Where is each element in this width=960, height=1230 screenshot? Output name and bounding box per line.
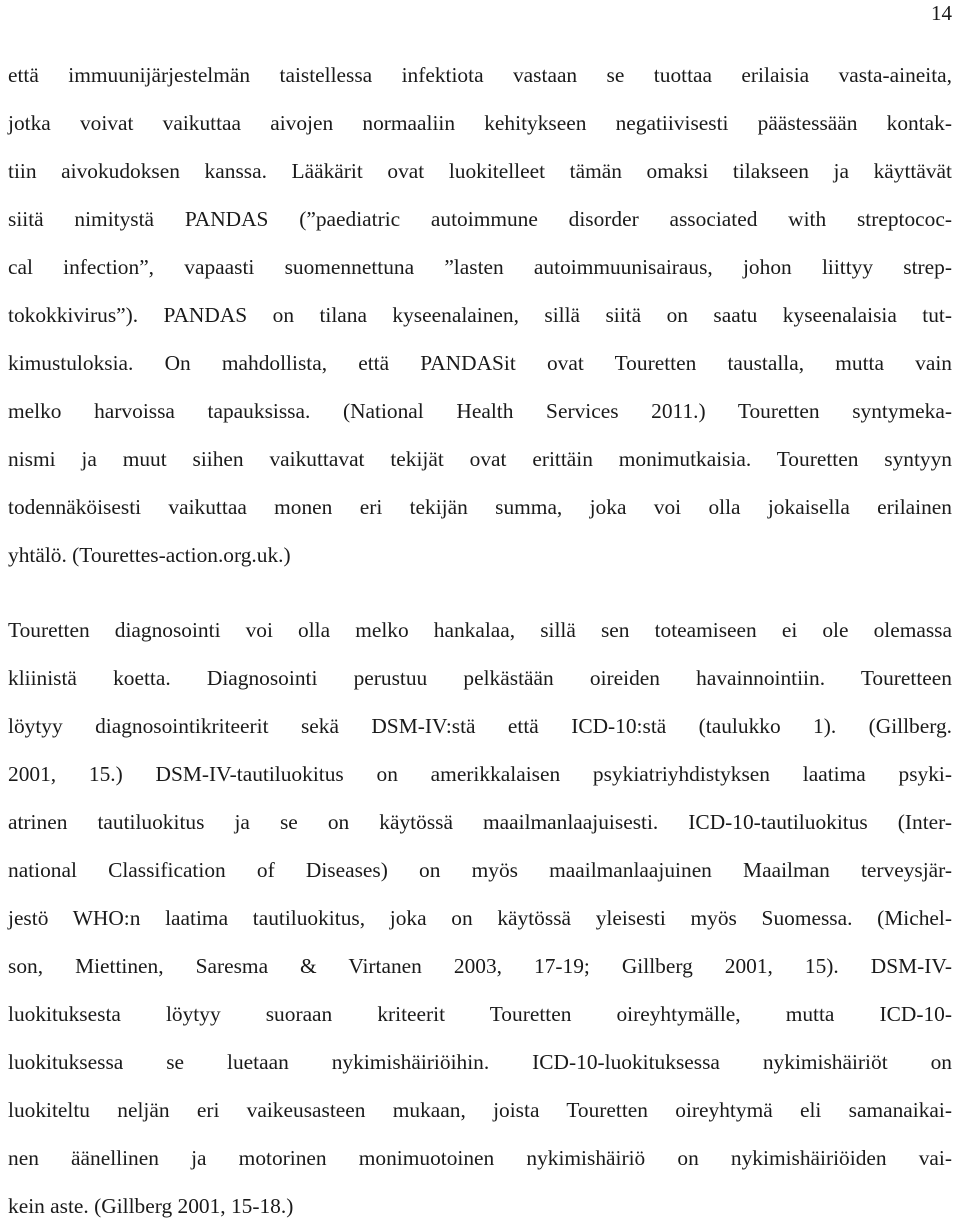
text-line: siitä nimitystä PANDAS (”paediatric autoimmune disorder associated with streptococ- — [8, 207, 952, 231]
text-line: melko harvoissa tapauksissa. (National Health Services 2011.) Touretten syntymeka- — [8, 399, 952, 423]
page-number: 14 — [931, 1, 952, 25]
text-line: löytyy diagnosointikriteerit sekä DSM-IV:stä että ICD-10:stä (taulukko 1). (Gillberg. — [8, 714, 952, 738]
text-line: 2001, 15.) DSM-IV-tautiluokitus on amerikkalaisen psykiatriyhdistyksen laatima psyki- — [8, 762, 952, 786]
text-line: national Classification of Diseases) on myös maailmanlaajuinen Maailman terveysjär- — [8, 858, 952, 882]
text-line: kimustuloksia. On mahdollista, että PANDASit ovat Touretten taustalla, mutta vain — [8, 351, 952, 375]
text-line: tiin aivokudoksen kanssa. Lääkärit ovat luokitelleet tämän omaksi tilakseen ja käyttävät — [8, 159, 952, 183]
text-line: kliinistä koetta. Diagnosointi perustuu pelkästään oireiden havainnointiin. Touretteen — [8, 666, 952, 690]
text-line: tokokkivirus”). PANDAS on tilana kyseenalainen, sillä siitä on saatu kyseenalaisia tut- — [8, 303, 952, 327]
text-line: nismi ja muut siihen vaikuttavat tekijät ovat erittäin monimutkaisia. Touretten syntyyn — [8, 447, 952, 471]
text-line: jestö WHO:n laatima tautiluokitus, joka on käytössä yleisesti myös Suomessa. (Michel- — [8, 906, 952, 930]
text-line: että immuunijärjestelmän taistellessa infektiota vastaan se tuottaa erilaisia vasta-aineita, — [8, 63, 952, 87]
text-line: cal infection”, vapaasti suomennettuna ”lasten autoimmuunisairaus, johon liittyy strep- — [8, 255, 952, 279]
text-line: yhtälö. (Tourettes-action.org.uk.) — [8, 543, 291, 567]
text-line: todennäköisesti vaikuttaa monen eri tekijän summa, joka voi olla jokaisella erilainen — [8, 495, 952, 519]
paragraph-diagnosis — [8, 606, 952, 1230]
text-line: luokituksesta löytyy suoraan kriteerit Touretten oireyhtymälle, mutta ICD-10- — [8, 1002, 952, 1026]
text-line: jotka voivat vaikuttaa aivojen normaaliin kehitykseen negatiivisesti päästessään kontak- — [8, 111, 952, 135]
text-line: nen äänellinen ja motorinen monimuotoinen nykimishäiriö on nykimishäiriöiden vai- — [8, 1146, 952, 1170]
text-line: atrinen tautiluokitus ja se on käytössä maailmanlaajuisesti. ICD-10-tautiluokitus (Inter- — [8, 810, 952, 834]
text-line: son, Miettinen, Saresma & Virtanen 2003, 17-19; Gillberg 2001, 15). DSM-IV- — [8, 954, 952, 978]
text-line: luokituksessa se luetaan nykimishäiriöihin. ICD-10-luokituksessa nykimishäiriöt on — [8, 1050, 952, 1074]
text-line: luokiteltu neljän eri vaikeusasteen mukaan, joista Touretten oireyhtymä eli samanaikai- — [8, 1098, 952, 1122]
text-line: kein aste. (Gillberg 2001, 15-18.) — [8, 1194, 294, 1218]
text-line: Touretten diagnosointi voi olla melko hankalaa, sillä sen toteamiseen ei ole olemassa — [8, 618, 952, 642]
paragraph-pandas-etiology — [8, 51, 952, 579]
